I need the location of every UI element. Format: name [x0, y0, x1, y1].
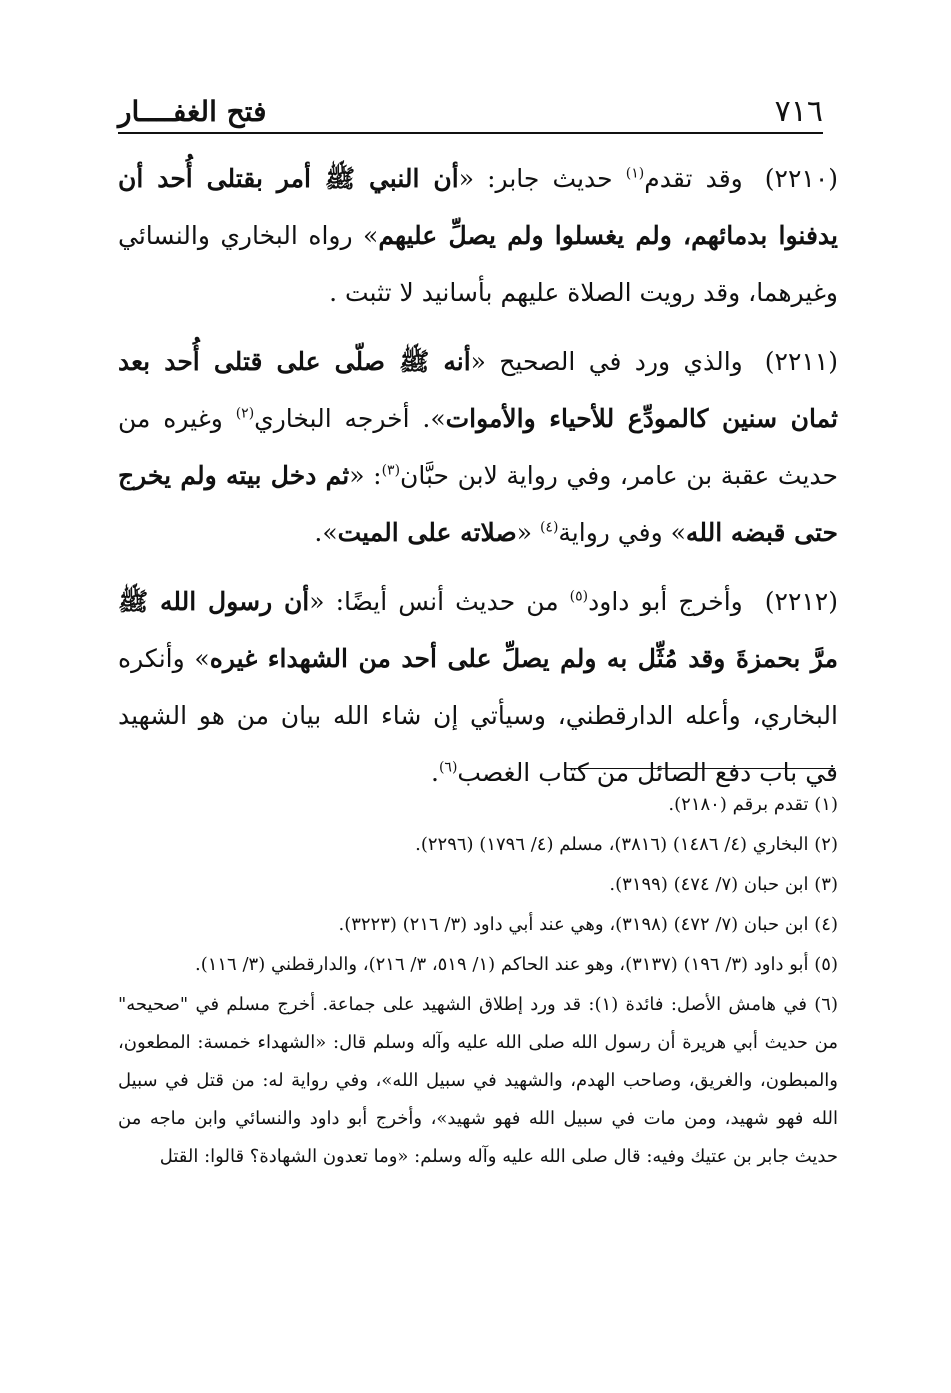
footnote-4: (٤) ابن حبان (٧/ ٤٧٢) (٣١٩٨)، وهي عند أبي داود (٣/ ٢١٦) (٣٢٢٣). [338, 914, 838, 935]
text-segment: » وأنكره البخاري، وأعله الدارقطني، وسيأتي إن شاء الله بيان من هو الشهيد في باب دفع الصائل من كتاب الغصب [118, 644, 838, 787]
hadith-quote: صلاته على الميت [337, 518, 517, 547]
footnote-3: (٣) ابن حبان (٧/ ٤٧٤) (٣١٩٩). [609, 874, 838, 895]
footnote-ref[interactable]: (٤) [539, 519, 559, 536]
footnote-ref[interactable]: (٣) [381, 462, 401, 479]
text-segment: « [516, 518, 540, 547]
text-segment: . [430, 758, 439, 787]
text-segment: وأخرج أبو داود [588, 587, 743, 616]
text-segment: ». [314, 518, 338, 547]
text-segment: من حديث أنس أيضًا: « [309, 587, 570, 616]
page-header [118, 88, 823, 132]
hadith-quote: أنه ﷺ صلّى على قتلى أُحد بعد ثمان سنين كالمودِّع للأحياء والأموات [118, 347, 838, 433]
text-segment: » رواه البخاري والنسائي وغيرهما، وقد رويت الصلاة عليهم بأسانيد لا تثبت . [118, 221, 838, 307]
text-segment: » وفي رواية [558, 518, 686, 547]
hadith-quote: ثم دخل بيته ولم يخرج حتى قبضه الله [118, 461, 838, 547]
footnote-ref[interactable]: (١) [625, 165, 645, 182]
footnote-ref[interactable]: (٢) [235, 405, 255, 422]
footnote-6: (٦) في هامش الأصل: فائدة (١): قد ورد إطلاق الشهيد على جماعة. أخرج مسلم في "صحيحه" من حديث أبي هريرة أن رسول الله صلى الله عليه وآله وسلم قال: «الشهداء خمسة: المطعون، والمبطون، والغريق، وصاحب الهدم، والشهيد في سبيل الله»، وفي رواية له: من قتل في سبيل الله فهو شهيد، ومن مات في سبيل الله فهو شهيد»، وأخرج أبو داود والنسائي وابن ماجه من حديث جابر بن عتيك وفيه: قال صلى الله عليه وآله وسلم: «وما تعدون الشهادة؟ قالوا: القتل [118, 994, 838, 1167]
header-rule [118, 132, 823, 134]
paragraph-2211 [118, 333, 838, 561]
hadith-number: (٢٢١٠) [764, 164, 839, 193]
book-title: فتح الغفــــار [118, 95, 267, 128]
main-text [118, 150, 838, 813]
hadith-number: (٢٢١٢) [764, 587, 838, 616]
page-number: ٧١٦ [774, 94, 823, 129]
text-segment: ». أخرجه البخاري [254, 404, 446, 433]
footnote-ref[interactable]: (٦) [438, 759, 458, 776]
hadith-quote: أن النبي ﷺ أمر بقتلى أُحد أن يدفنوا بدمائهم، ولم يغسلوا ولم يصلِّ عليهم [118, 164, 838, 250]
footnote-2: (٢) البخاري (٤/ ١٤٨٦) (٣٨١٦)، مسلم (٤/ ١٧٩٦) (٢٢٩٦). [415, 834, 838, 855]
text-segment: وقد تقدم [644, 164, 743, 193]
footnote-5: (٥) أبو داود (٣/ ١٩٦) (٣١٣٧)، وهو عند الحاكم (١/ ٥١٩، ٣/ ٢١٦)، والدارقطني (٣/ ١١٦). [194, 954, 838, 975]
footnote-1: (١) تقدم برقم (٢١٨٠). [668, 794, 838, 815]
hadith-quote: أن رسول الله ﷺ مرَّ بحمزةَ وقد مُثِّل به ولم يصلِّ على أحد من الشهداء غيره [118, 587, 838, 673]
text-segment: والذي ورد في الصحيح « [470, 347, 743, 376]
text-segment: حديث جابر: « [458, 164, 626, 193]
text-segment: وغيره من حديث عقبة بن عامر، وفي رواية لابن حبَّان [118, 404, 838, 490]
footnote-ref[interactable]: (٥) [569, 588, 589, 605]
text-segment: : « [349, 461, 382, 490]
footnote-separator [565, 768, 835, 769]
footnotes [118, 786, 838, 1178]
paragraph-2212 [118, 573, 838, 801]
paragraph-2210 [118, 150, 838, 321]
hadith-number: (٢٢١١) [764, 347, 838, 376]
